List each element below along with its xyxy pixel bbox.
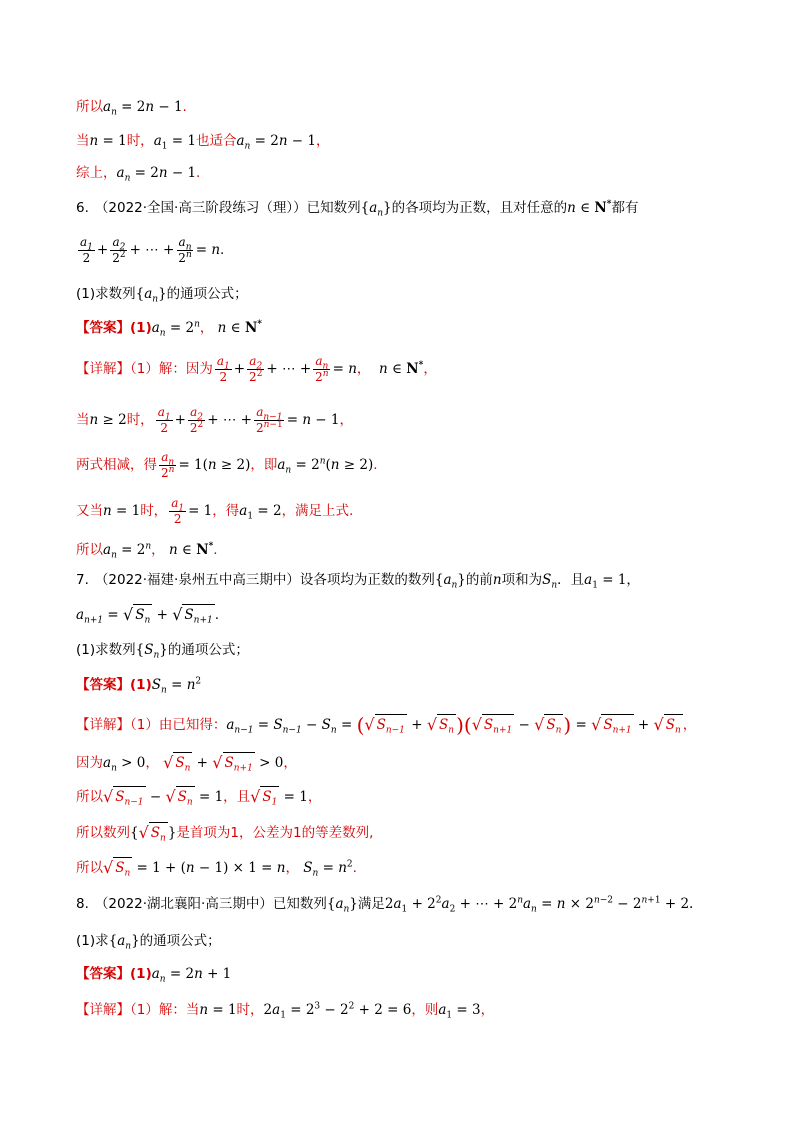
text: 所以数列 — [76, 824, 130, 841]
q6-detail-4: 又当 n = 1 时， $\frac{a_1}{2}$ = 1 ，得 a $_1$ = 2 ，满足上式. — [76, 494, 353, 528]
text: (1)求数列 — [76, 642, 136, 658]
answer-label: 【答案】(1) — [76, 966, 152, 982]
text: ．且 — [557, 572, 585, 588]
text: 时， — [126, 412, 154, 428]
q7-stem-formula: $a_{n+1}$ = √ $S_n$ + √ $S_{n+1}$ . — [76, 605, 220, 626]
text: 也适合 — [195, 133, 237, 149]
q7-stem-line-1: 7. （2022·福建·泉州五中高三期中）设各项均为正数的数列 { $a_n$ } 的前 n 项和为 $S_n$ ．且 a $_1$ = 1 ， — [76, 572, 640, 591]
p5-line-2: 当 n = 1 时， a $_1$ = 1 也适合 $a_n$ = 2 n − 1 ， — [76, 133, 330, 152]
question-number: 6. — [76, 200, 89, 216]
answer-label: 【答案】(1) — [76, 320, 152, 336]
text: 的通项公式； — [139, 933, 221, 949]
text: ，满足上式. — [281, 503, 354, 519]
text: 综上， — [76, 165, 117, 181]
q7-detail-1: 【详解】（1）由已知得： $a_{n-1}$ = $S_{n-1}$ − $S_n$ = ( √ $S_{n-1}$ + √ $S_n$ ) ( √ $S_{n+1}$ − √ $S_n$ ) = √ $S_{n+1}$ + √ $S_n$ ， — [76, 712, 697, 737]
detail-label: 【详解】（1）解：因为 — [76, 361, 213, 377]
q6-detail-5: 所以 $a_n$ = $2^n$ ， n ∈ N* . — [76, 541, 218, 561]
q6-answer: 【答案】(1) $a_n$ = $2^n$ ， n ∈ N* — [76, 319, 263, 339]
q6-stem-formula: $a_1$ 2 + $\frac{a_2}{2^2}$ + ⋯ + $\frac{a_n}{2^n}$ = n . — [80, 234, 225, 265]
text: ，且 — [223, 788, 251, 805]
q6-detail-3: 两式相减，得 $\frac{a_n}{2^n}$ = 1( n ≥ 2) ，即 $a_n$ = $2^n$( n ≥ 2) . — [76, 448, 378, 482]
p5-line-1: 所以 $a_n$ = 2 n − 1 . — [76, 99, 187, 118]
q8-answer: 【答案】(1) $a_n$ = 2 n + 1 — [76, 966, 232, 985]
text: 当 — [76, 412, 90, 428]
text: 的各项均为正数，且对任意的 — [391, 200, 568, 216]
q6-sub-1: (1)求数列 { $a_n$ } 的通项公式； — [76, 286, 248, 305]
q6-detail-1: 【详解】（1）解：因为 $a_1$ 2 + $\frac{a_2}{2^2}$ + ⋯ + $\frac{a_n}{2^n}$ = n ， n ∈ N* ， — [76, 352, 437, 386]
q6-stem-line-1: 6. （2022·全国·高三阶段练习（理））已知数列 { $a_n$ } 的各项均为正数，且对任意的 n ∈ N* 都有 — [76, 199, 639, 219]
text: ，则 — [411, 1002, 439, 1018]
question-source: （2022·湖北襄阳·高三期中）已知数列 — [94, 896, 327, 912]
q8-sub-1: (1)求 { $a_n$ } 的通项公式； — [76, 933, 221, 952]
q7-detail-5: 所以 √ $S_n$ = 1 + ( n − 1) × 1 = n ， $S_n$ = n $^2$ . — [76, 858, 357, 879]
text: 所以 — [76, 859, 103, 876]
text: 是首项为1，公差为1的等差数列, — [176, 824, 374, 841]
text: 的前 — [465, 572, 493, 588]
q6-detail-2: 当 n ≥ 2 时， $a_1$ 2 + $\frac{a_2}{2^2}$ + ⋯ + $\frac{a_{n-1}}{2^{n-1}}$ = n − 1 ， — [76, 403, 353, 437]
detail-label: 【详解】（1）解：当 — [76, 1002, 200, 1018]
question-number: 8. — [76, 896, 89, 912]
q7-detail-2: 因为 $a_n$ > 0 ， √ $S_n$ + √ $S_{n+1}$ > 0 ， — [76, 753, 297, 774]
text: 时， — [236, 1002, 264, 1018]
text: (1)求 — [76, 933, 109, 949]
q7-detail-4: 所以数列 { √ $S_n$ } 是首项为1，公差为1的等差数列, — [76, 823, 374, 844]
text: 当 — [76, 133, 90, 149]
text: 所以 — [76, 542, 103, 558]
text: 又当 — [76, 503, 103, 519]
detail-label: 【详解】（1）由已知得： — [76, 716, 227, 733]
question-source: （2022·全国·高三阶段练习（理））已知数列 — [94, 200, 361, 216]
q8-detail-1: 【详解】（1）解：当 n = 1 时， 2 a $_1 = 2^3 - 2^2 + 2 = 6$ ，则 a $_1$ = 3 ， — [76, 1001, 495, 1021]
text: ，得 — [212, 503, 240, 519]
text: 项和为 — [501, 572, 543, 588]
q7-answer: 【答案】(1) $S_n$ = n $^2$ — [76, 676, 202, 696]
p5-line-3: 综上， $a_n$ = 2 n − 1 . — [76, 165, 201, 184]
text: 的通项公式； — [166, 286, 248, 302]
q7-detail-3: 所以 √ $S_{n-1}$ − √ $S_n$ = 1 ，且 √ $S_1$ = 1 ， — [76, 787, 322, 808]
question-number: 7. — [76, 572, 89, 588]
text: 两式相减，得 — [76, 457, 157, 473]
q8-stem-line-1: 8. （2022·湖北襄阳·高三期中）已知数列 { $a_n$ } 满足 2 a $_1 + 2^2$ a $_2$ + ⋯ + $2^n$ $a_n$ = n × $2^{n-2} - 2^{n+1} + 2$. — [76, 895, 694, 915]
text: ，即 — [250, 457, 278, 473]
text: 所以 — [76, 788, 103, 805]
text: 都有 — [611, 200, 639, 216]
q7-sub-1: (1)求数列 { $S_n$ } 的通项公式； — [76, 642, 249, 661]
answer-label: 【答案】(1) — [76, 677, 152, 693]
text: 时， — [126, 133, 154, 149]
text: 因为 — [76, 754, 103, 771]
text: 的通项公式； — [167, 642, 249, 658]
text: 满足 — [357, 896, 385, 912]
question-source: （2022·福建·泉州五中高三期中）设各项均为正数的数列 — [94, 572, 435, 588]
text: 时， — [140, 503, 168, 519]
text: (1)求数列 — [76, 286, 136, 302]
text: 所以 — [76, 99, 103, 115]
